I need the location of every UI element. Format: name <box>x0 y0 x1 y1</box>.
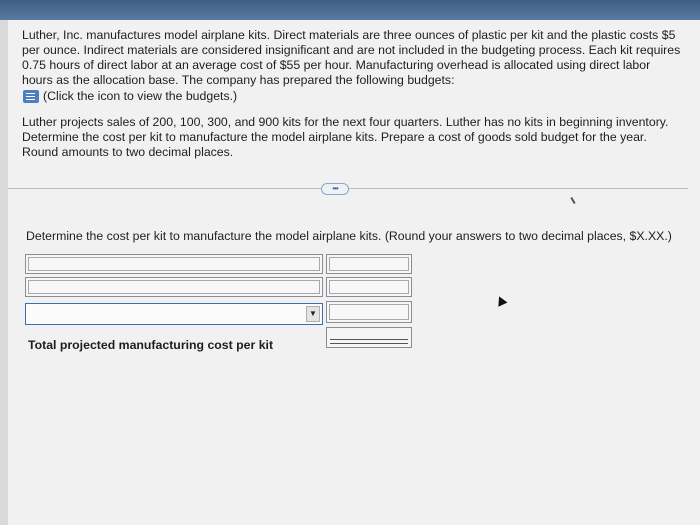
cost-value-input-1[interactable] <box>326 254 412 274</box>
cost-item-label-input-1[interactable] <box>25 254 323 274</box>
cost-item-label-input-2[interactable] <box>25 277 323 297</box>
cost-value-input-2[interactable] <box>326 277 412 297</box>
problem-page <box>8 20 700 525</box>
task-instructions: Luther projects sales of 200, 100, 300, and 900 kits for the next four quarters. Luther has no kits in beginning inventory. Determine the cost per kit to manufacture the model airplane kits. Prepare a cost of goods sold budget for the year. Round amounts to two decimal places. <box>22 115 669 159</box>
browser-top-bar <box>0 0 700 20</box>
view-budgets-link[interactable] <box>22 89 682 104</box>
question-text: Determine the cost per kit to manufacture the model airplane kits. (Round your answers to two decimal places, $X.XX.) <box>26 229 672 243</box>
cost-item-label-field-2[interactable] <box>28 280 320 294</box>
total-cost-label: Total projected manufacturing cost per kit <box>28 338 274 352</box>
cost-item-label-field-1[interactable] <box>28 257 320 271</box>
mouse-pointer-icon <box>495 294 508 306</box>
cost-value-field-1[interactable] <box>329 257 409 271</box>
view-budgets-label[interactable]: (Click the icon to view the budgets.) <box>43 89 238 103</box>
problem-statement <box>22 28 682 160</box>
chevron-down-icon[interactable]: ▼ <box>306 306 320 322</box>
expand-more-button[interactable]: ••• <box>321 183 349 195</box>
cost-item-dropdown[interactable] <box>25 303 323 325</box>
cost-value-field-3[interactable] <box>329 304 409 320</box>
problem-paragraph: Luther, Inc. manufactures model airplane kits. Direct materials are three ounces of plastic per kit and the plastic costs $5 per ounce. Indirect materials are considered insignificant and are not included in the budgeting process. Each kit requires 0.75 hours of direct labor at an average cost of $55 per hour. Manufacturing overhead is allocated using direct labor hours as the allocation base. The company has prepared the following budgets: <box>22 28 681 87</box>
cost-value-input-3[interactable] <box>326 301 412 323</box>
budget-table-icon[interactable] <box>23 90 39 103</box>
cost-value-field-2[interactable] <box>329 280 409 294</box>
mouse-cursor-mark <box>570 197 575 204</box>
total-cost-input[interactable] <box>326 327 412 348</box>
